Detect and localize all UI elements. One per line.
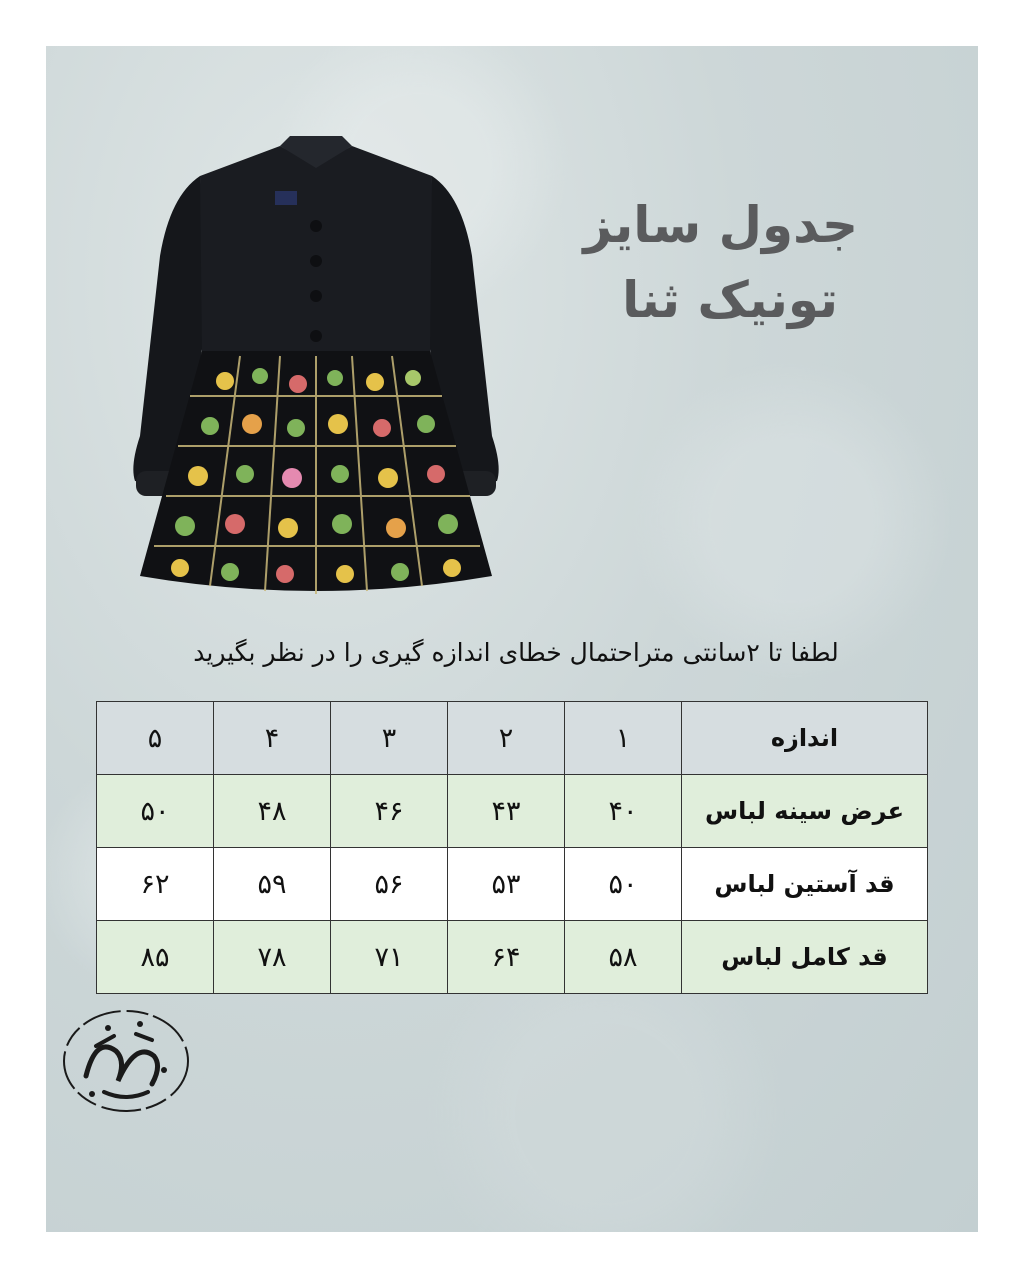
table-cell-label: اندازه bbox=[682, 702, 928, 775]
table-cell-label: عرض سینه لباس bbox=[682, 775, 928, 848]
table-cell-label: قد کامل لباس bbox=[682, 921, 928, 994]
table-cell: ۷۱ bbox=[331, 921, 448, 994]
table-cell: ۲ bbox=[448, 702, 565, 775]
table-cell: ۴۳ bbox=[448, 775, 565, 848]
table-header-row bbox=[97, 702, 928, 775]
table-cell: ۵۸ bbox=[565, 921, 682, 994]
table-row bbox=[97, 921, 928, 994]
table-row bbox=[97, 775, 928, 848]
table-cell: ۶۴ bbox=[448, 921, 565, 994]
size-table bbox=[96, 701, 928, 994]
table-cell: ۵۳ bbox=[448, 848, 565, 921]
table-cell: ۷۸ bbox=[214, 921, 331, 994]
tunic-product-image bbox=[130, 136, 502, 606]
table-cell: ۵۰ bbox=[565, 848, 682, 921]
title-line-1: جدول سایز bbox=[583, 196, 858, 254]
table-cell: ۴۸ bbox=[214, 775, 331, 848]
table-row bbox=[97, 848, 928, 921]
table-cell: ۵۰ bbox=[97, 775, 214, 848]
table-cell: ۴۰ bbox=[565, 775, 682, 848]
table-cell: ۴ bbox=[214, 702, 331, 775]
table-cell: ۸۵ bbox=[97, 921, 214, 994]
brand-logo-emblem bbox=[56, 1006, 196, 1116]
table-cell: ۵۶ bbox=[331, 848, 448, 921]
table-cell: ۵۹ bbox=[214, 848, 331, 921]
table-cell: ۱ bbox=[565, 702, 682, 775]
title-line-2: تونیک ثنا bbox=[622, 271, 838, 329]
table-cell: ۵ bbox=[97, 702, 214, 775]
table-cell-label: قد آستین لباس bbox=[682, 848, 928, 921]
table-cell: ۳ bbox=[331, 702, 448, 775]
table-cell: ۴۶ bbox=[331, 775, 448, 848]
table-cell: ۶۲ bbox=[97, 848, 214, 921]
size-chart-poster bbox=[46, 46, 978, 1232]
measurement-note: لطفا تا ۲سانتی متراحتمال خطای اندازه گیری را در نظر بگیرید bbox=[193, 638, 839, 667]
